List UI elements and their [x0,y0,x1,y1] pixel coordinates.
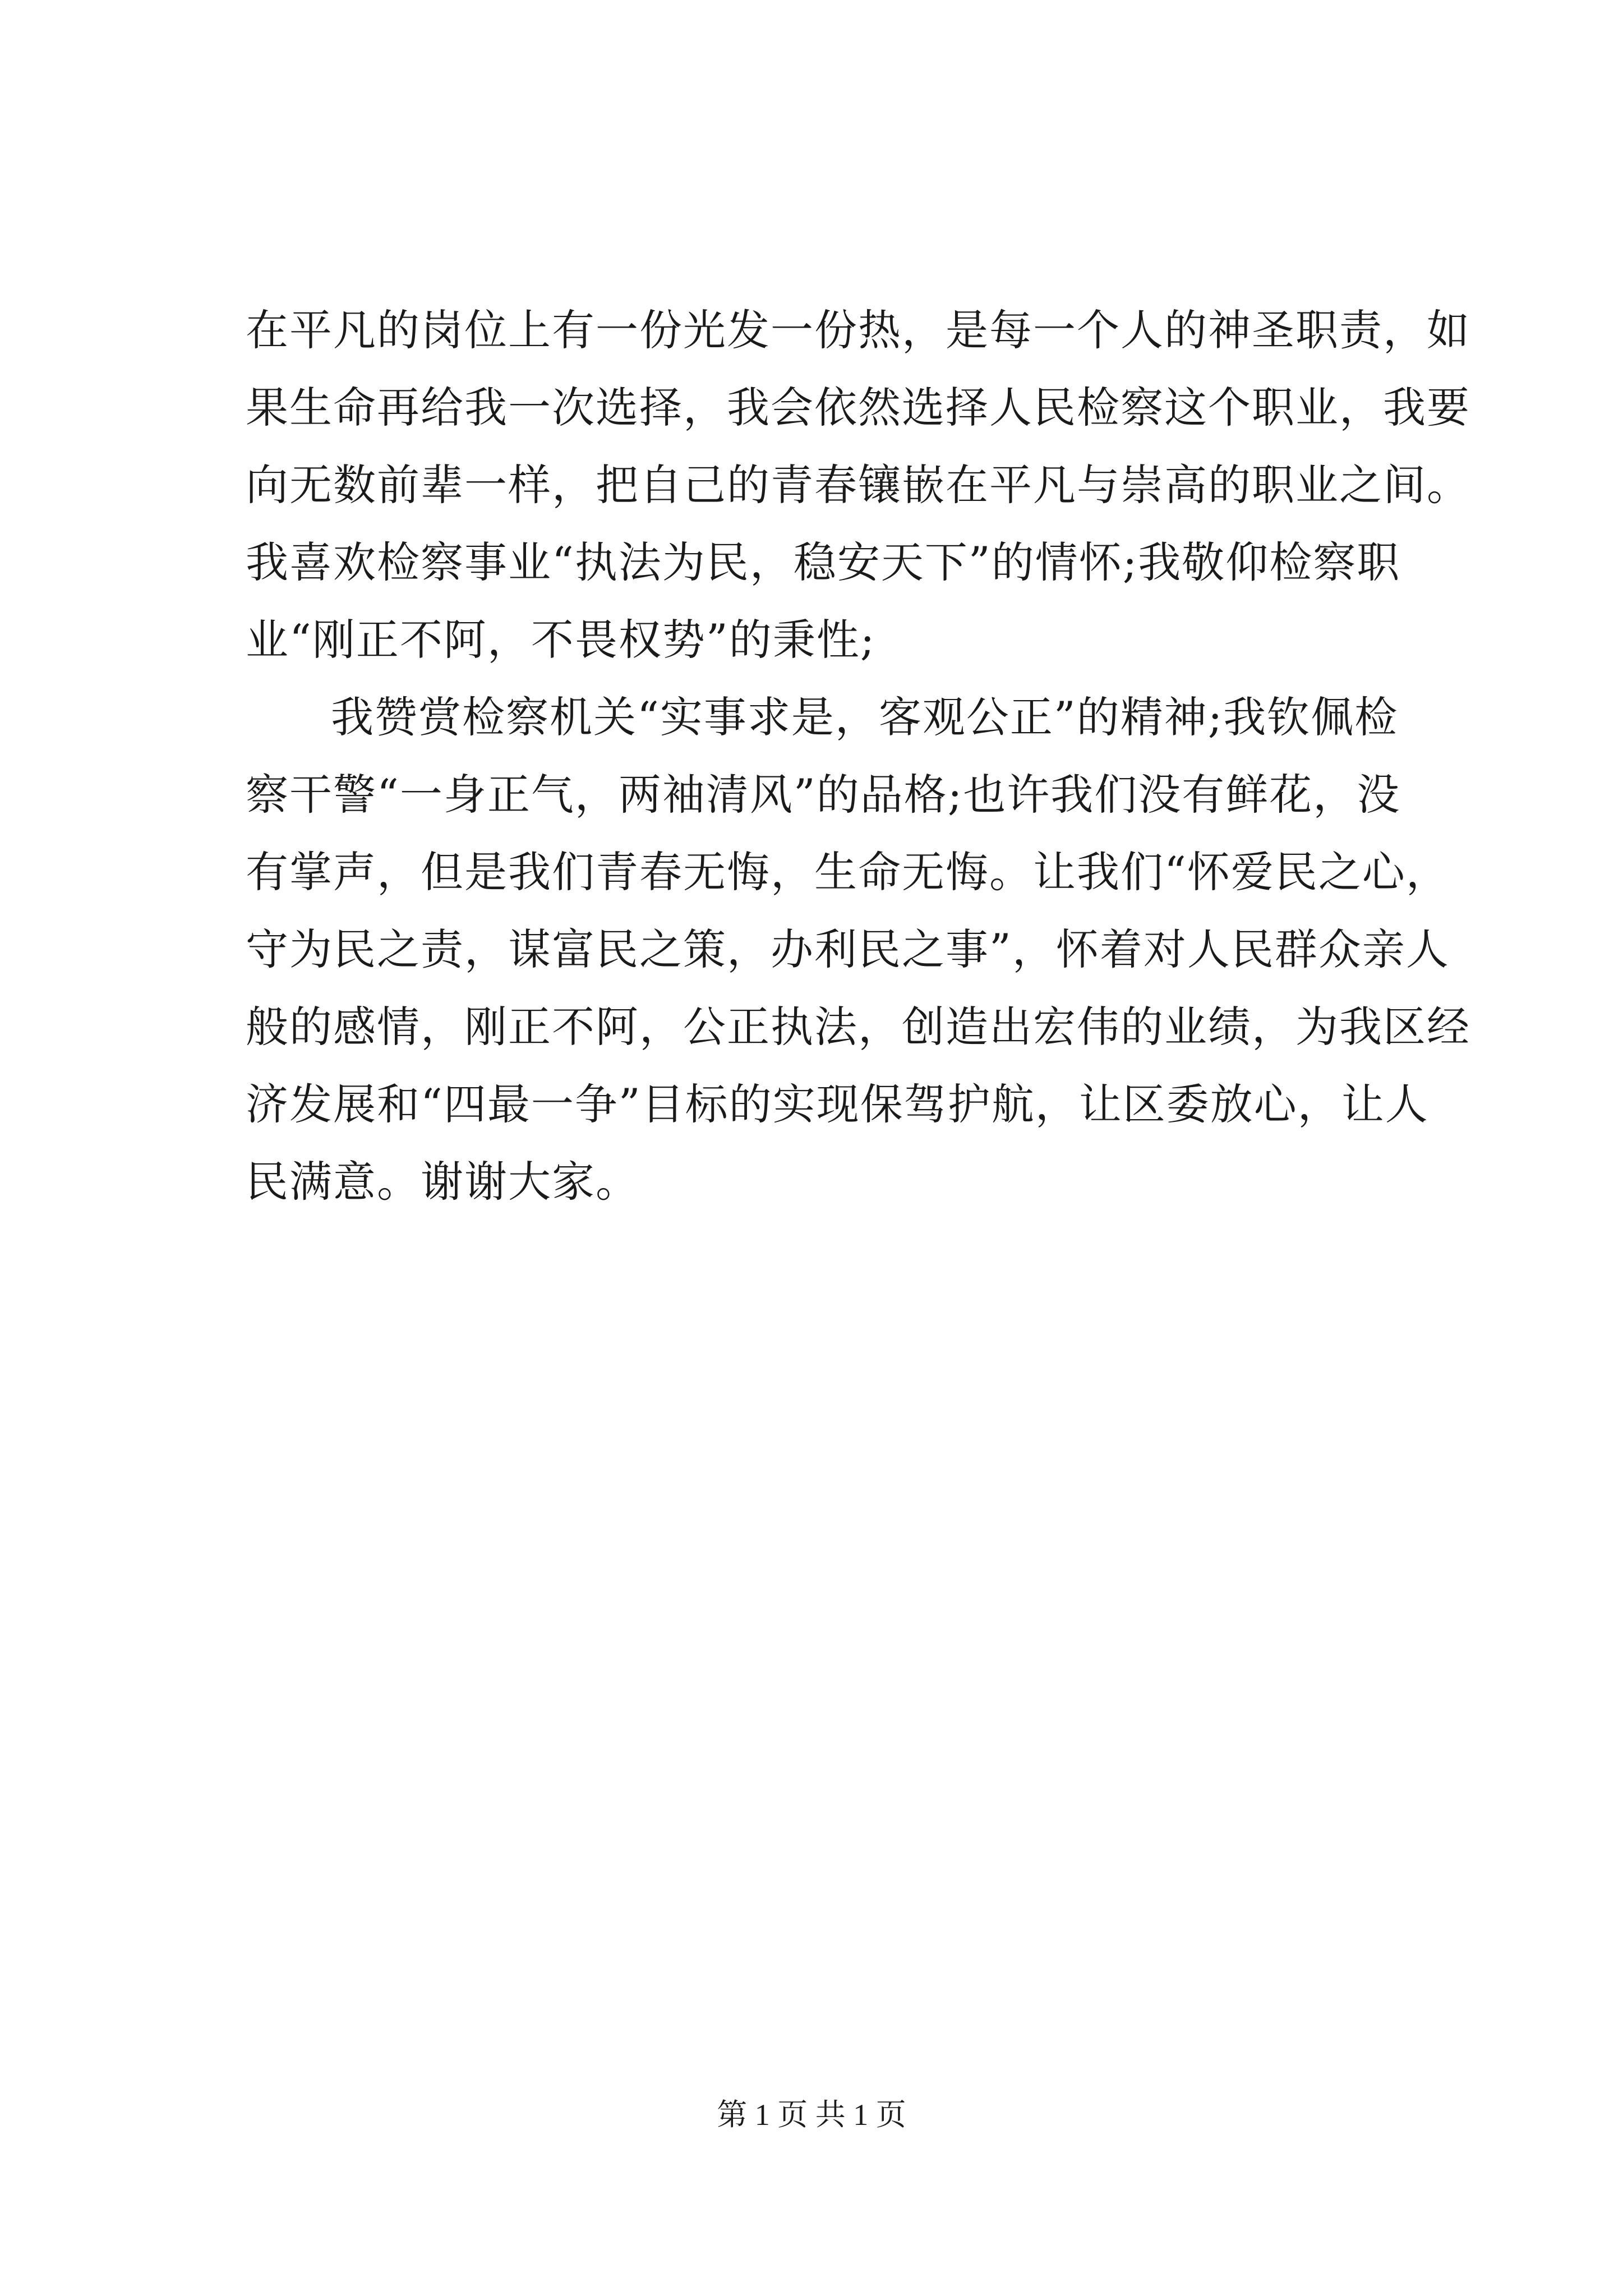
paragraph-1-line-5: 业“刚正不阿，不畏权势”的秉性; [246,615,876,665]
paragraph-1-line-1: 在平凡的岗位上有一份光发一份热，是每一个人的神圣职责，如 [246,305,1470,355]
paragraph-2-line-4: 守为民之责，谋富民之策，办利民之事”，怀着对人民群众亲人 [246,924,1450,974]
paragraph-2-line-2: 察干警“一身正气，两袖清风”的品格;也许我们没有鲜花，没 [246,770,1401,820]
paragraph-2-line-7: 民满意。谢谢大家。 [246,1157,639,1207]
paragraph-1-line-3: 向无数前辈一样，把自己的青春镶嵌在平凡与崇高的职业之间。 [246,460,1470,510]
paragraph-2-line-3: 有掌声，但是我们青春无悔，生命无悔。让我们“怀爱民之心， [246,847,1450,897]
paragraph-1-line-4: 我喜欢检察事业“执法为民，稳安天下”的情怀;我敬仰检察职 [246,537,1401,587]
paragraph-2-line-6: 济发展和“四最一争”目标的实现保驾护航，让区委放心，让人 [246,1079,1429,1129]
page-number-footer: 第 1 页 共 1 页 [717,2098,906,2132]
document-body [246,292,1470,1221]
paragraph-2-line-5: 般的感情，刚正不阿，公正执法，创造出宏伟的业绩，为我区经 [246,1002,1470,1052]
paragraph-2-line-1: 我赞赏检察机关“实事求是，客观公正”的精神;我钦佩检 [331,692,1399,742]
paragraph-1-line-2: 果生命再给我一次选择，我会依然选择人民检察这个职业，我要 [246,383,1470,432]
